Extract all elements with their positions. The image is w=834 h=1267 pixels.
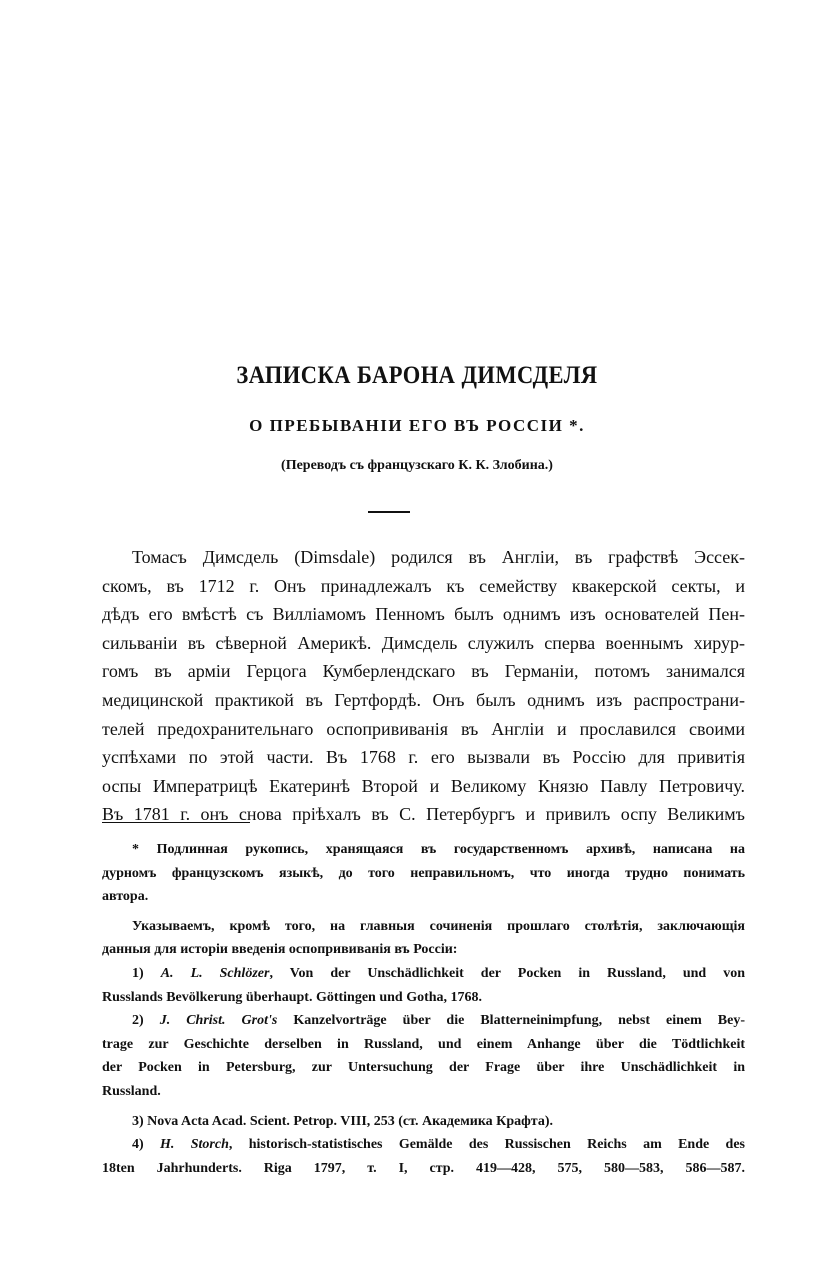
footnote-line: Указываемъ, кромѣ того, на главныя сочиненія прошлаго столѣтія, заключающія (132, 918, 745, 934)
body-line: скомъ, въ 1712 г. Онъ принадлежалъ къ семейству квакерской секты, и (102, 575, 745, 596)
footnote-line: Russland. (102, 1083, 161, 1099)
body-line: оспы Императрицѣ Екатеринѣ Второй и Великому Князю Павлу Петровичу. (102, 775, 745, 796)
page-title: ЗАПИСКА БАРОНА ДИМСДЕЛЯ (236, 362, 598, 389)
body-line: успѣхами по этой части. Въ 1768 г. его вызвали въ Россію для привитія (102, 747, 745, 768)
translator-credit: (Переводъ съ французскаго К. К. Злобина.) (281, 458, 553, 473)
footnote-line: 18ten Jahrhunderts. Riga 1797, т. I, стр. 419—428, 575, 580—583, 586—587. (102, 1160, 745, 1176)
body-line: медицинской практикой въ Гертфордѣ. Онъ былъ однимъ изъ распространи- (102, 689, 745, 710)
footnote-line: Russlands Bevölkerung überhaupt. Göttingen und Gotha, 1768. (102, 989, 483, 1005)
divider (368, 511, 410, 513)
body-line: дѣдъ его вмѣстѣ съ Вилліамомъ Пенномъ былъ однимъ изъ основателей Пен- (102, 604, 745, 625)
footnote-line: данныя для исторіи введенія оспопрививанія въ Россіи: (102, 942, 458, 958)
body-text (102, 543, 745, 829)
footnote-line: дурномъ французскомъ языкѣ, до того неправильномъ, что иногда трудно понимать (102, 865, 745, 881)
footnote-line: trage zur Geschichte derselben in Russland, und einem Anhange über die Tödtlichkeit (102, 1036, 745, 1052)
reference-4: 4) H. Storch, historisch-statistisches Gemälde des Russischen Reichs am Ende des (132, 1137, 746, 1153)
footnote-line: автора. (102, 889, 149, 905)
reference-2: 2) J. Christ. Grot's Kanzelvorträge über die Blatterneinimpfung, nebst einem Bey- (132, 1013, 745, 1029)
reference-3: 3) Nova Acta Acad. Scient. Petrop. VIII, 253 (ст. Академика Крафта). (132, 1113, 554, 1129)
subtitle: О ПРЕБЫВАНІИ ЕГО ВЪ РОССІИ *. (249, 416, 585, 435)
body-line: Томасъ Димсдель (Dimsdale) родился въ Англіи, въ графствѣ Эссек- (132, 547, 745, 567)
body-line: телей предохранительнаго оспопрививанія въ Англіи и прославился своими (102, 718, 745, 739)
footnote-line: der Pocken in Petersburg, zur Untersuchung der Frage über ihre Unschädlichkeit in (102, 1060, 745, 1076)
body-line: сильваніи въ сѣверной Америкѣ. Димсдель служилъ сперва военнымъ хирур- (102, 632, 745, 653)
footnote-divider (102, 822, 250, 823)
body-line: гомъ въ арміи Герцога Кумберлендскаго въ Германіи, потомъ занимался (102, 661, 745, 682)
reference-1: 1) A. L. Schlözer, Von der Unschädlichkeit der Pocken in Russland, und von (132, 965, 746, 981)
footnote-line: * Подлинная рукопись, хранящаяся въ государственномъ архивѣ, написана на (132, 842, 745, 857)
footnotes (102, 838, 745, 1180)
body-line: Въ 1781 г. онъ снова пріѣхалъ въ С. Петербургъ и привилъ оспу Великимъ (102, 804, 745, 825)
